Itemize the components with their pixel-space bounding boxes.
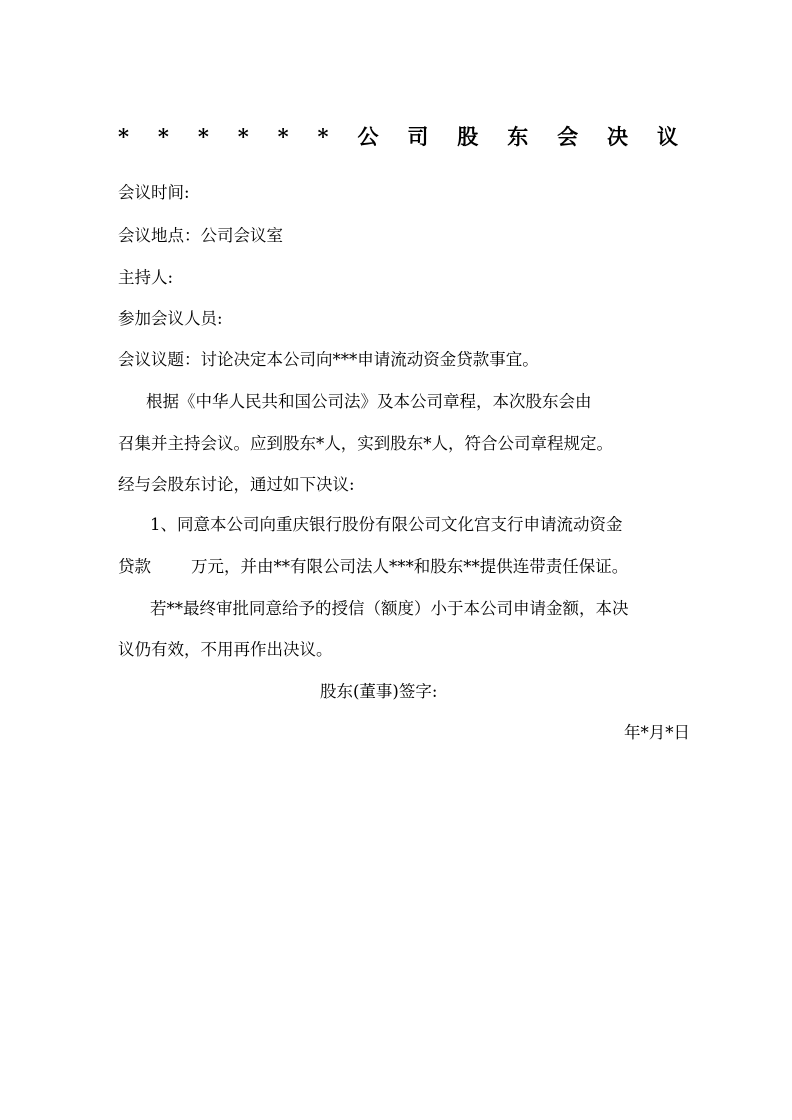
meeting-topic: 会议议题：讨论决定本公司向***申请流动资金贷款事宜。 [118,350,539,369]
meeting-time: 会议时间: [118,183,190,202]
title-char: 议 [656,124,678,149]
meeting-host: 主持人: [118,268,174,287]
title-char: * [277,124,289,149]
title-char: * [118,124,129,149]
basis-paragraph-line-2: 召集并主持会议。应到股东*人，实到股东*人，符合公司章程规定。 [118,434,613,453]
resolution-1-loan-terms: 万元，并由**有限公司法人***和股东**提供连带责任保证。 [191,557,629,576]
title-char: 会 [557,124,579,149]
document-title [118,122,678,152]
basis-paragraph-line-1: 根据《中华人民共和国公司法》及本公司章程，本次股东会由 [146,392,592,411]
title-char: 股 [457,124,479,149]
date-line: 年*月*日 [624,723,690,742]
resolution-1-line-2 [118,556,628,578]
title-char: * [197,124,209,149]
resolution-1-line-1: 1、同意本公司向重庆银行股份有限公司文化宫支行申请流动资金 [150,515,623,534]
title-char: 决 [607,124,629,149]
title-char: * [157,124,169,149]
resolution-2-line-2: 议仍有效，不用再作出决议。 [118,640,333,659]
signature-label: 股东(董事)签字: [320,682,438,701]
meeting-attendees: 参加会议人员: [118,309,223,328]
title-char: 公 [357,124,379,149]
discussion-statement: 经与会股东讨论，通过如下决议: [118,475,355,494]
resolution-2-line-1: 若**最终审批同意给予的授信（额度）小于本公司申请金额，本决 [150,599,629,618]
title-char: * [317,124,329,149]
title-char: 司 [407,124,429,149]
meeting-place: 会议地点：公司会议室 [118,226,283,245]
resolution-1-loan-label: 贷款 [118,557,151,576]
title-char: * [237,124,249,149]
title-char: 东 [507,124,529,149]
